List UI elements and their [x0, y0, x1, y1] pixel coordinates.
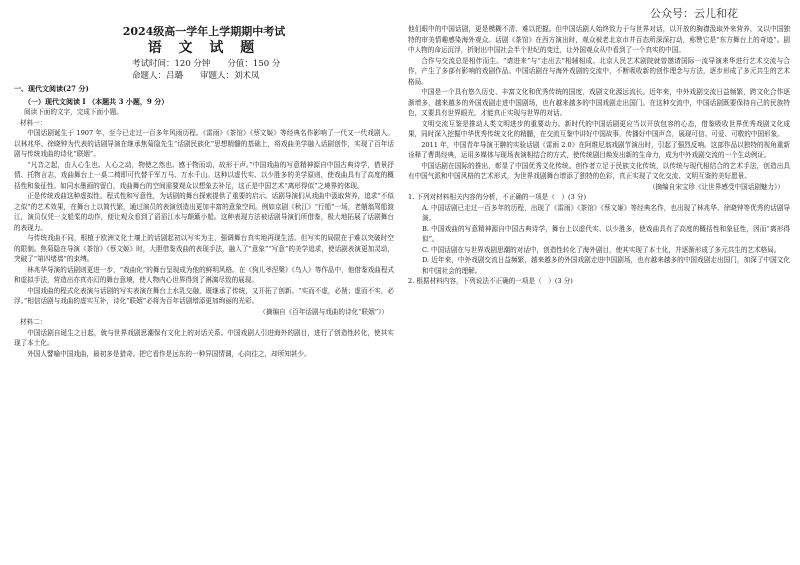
instruction: 阅读下面的文字，完成下面小题。: [24, 108, 123, 116]
question-1: 1. 下列对材料相关内容的分析，不正确的一项是（ ）(3 分): [408, 193, 587, 201]
material-label: 材料一：: [20, 118, 47, 127]
paragraph: 中国是一个具有悠久历史、丰富文化和优秀传统的国度，戏剧文化源远流长。近年来，中外戏剧交流日益频繁，跨文化合作逐渐增多，越来越多的外国戏剧走进中国剧场，也有越来越多的中国戏剧走出国门。在这种交流中，中国话剧既要保持自己的民族特色，又要具有世界眼光，才能真正实现与世界的对话。: [408, 88, 790, 117]
paragraph: “凡音之起，由人心生也。人心之动，物使之然也。感于物而动，故形于声。”中国戏曲的写意精神源自中国古典诗学，借景抒情、托物言志，戏曲舞台上一桌二椅即可代替千军万马、万水千山。这种以虚代实、以少胜多的美学原则，使戏曲具有了高度的概括性和象征性。如同水墨画的留白，戏曲舞台的空间需要观众以想象去补足，这正是中国艺术“离形得似”之境界的体现。: [14, 160, 394, 190]
option-a: A. 中国话剧已走过一百多年的历程，出现了《雷雨》《茶馆》《蔡文姬》等经典名作，也出现了林兆华、徐晓钟等优秀的话剧导演。: [422, 203, 790, 222]
exam-setters: 命题人：吕璐 审题人：刘术凤: [132, 71, 260, 81]
paragraph: 中国戏曲的程式化表演与话剧的写实表演在舞台上水乳交融，既继承了传统，又开拓了创新。“实而不虚，必凿；虚而不实，必浮。”相信话剧与戏曲的虚实互补，诗化“联姻”必将为百年话剧增添更加绚丽的光彩。: [14, 286, 394, 305]
paragraph: 正是传统戏曲这种虚拟性、程式性和写意性，为话剧的舞台探索提供了重要的启示。话剧导演们从戏曲中汲取营养，追求“不似之似”的艺术效果，在舞台上以简代繁，通过演员的表演创造出更加丰富的意象空间。例如京剧《秋江》“行船”一场，老艄翁驾船渡江，演员仅凭一支船桨的动作，便让观众看到了滔滔江水与颠簸小船。这种表现方法被话剧导演们所借鉴，极大地拓展了话剧舞台的表现力。: [14, 192, 394, 232]
paragraph: 中国话剧自诞生之日起，就与世界戏剧思潮保有文化上的对话关系。中国戏剧人引进海外的剧目，进行了创造性转化，使其实现了本土化。: [14, 328, 394, 347]
watermark: 公众号：云儿和花: [650, 7, 738, 20]
material-label: 材料二：: [20, 318, 47, 326]
paragraph: 林兆华导演的话剧则更进一步，“戏曲化”的舞台呈现成为他的鲜明风格。在《狗儿爷涅槃》《鸟人》等作品中，他借鉴戏曲程式和虚拟手法，营造出亦真亦幻的舞台意境，使人物内心世界得到了淋漓尽致的展现。: [14, 265, 394, 284]
exam-title: 2024级高一学年上学期期中考试: [122, 25, 286, 38]
exam-time: 考试时间：120 分钟 分值：150 分: [132, 59, 281, 69]
paragraph: 合作与交流总是相伴而生。“请进来”与“走出去”相辅相成。北京人民艺术剧院就曾邀请国际一流导演来华进行艺术交流与合作，产生了多部有影响的戏剧作品。中国话剧在与海外戏剧的交流中，不断吸收新的创作理念与方法，逐步形成了多元共生的艺术格局。: [408, 56, 790, 86]
left-column: [14, 24, 394, 359]
subject-title: 语 文 试 题: [147, 40, 261, 56]
section-heading: 一、现代文阅读(27 分): [14, 84, 89, 93]
paragraph: 2011 年，中国青年导演王翀的实验话剧《雷雨 2.0》在阿维尼翁戏剧节演出时，引起了强烈反响。这部作品以独特的视角重新诠释了曹禺经典，运用多媒体与现场表演相结合的方式，使传统剧目焕发出新的生命力，成为中外戏剧交流的一个生动例证。: [408, 140, 790, 159]
paragraph: 与传统戏曲不同，根植于欧洲文化土壤上的话剧起初以写实为主，强调舞台真实地再现生活。但写实的局限在于难以突破时空的限制。焦菊隐在导演《茶馆》《蔡文姬》时，大胆借鉴戏曲的表现手法，融入了“意象”“写意”的美学追求，使话剧表演更加灵动，突破了“第四堵墙”的束缚。: [14, 234, 394, 263]
paragraph: 他们眼中的中国话剧，更是模糊不清、难以把握。但中国话剧人始终致力于与世界对话，以开放的胸襟汲取外来营养，又以中国独特的审美情趣感染海外观众。话剧《茶馆》在西方演出时，观众被老北京市井百态所深深打动，称赞它是“东方舞台上的奇迹”。剧中人物的命运沉浮，折射出中国社会半个世纪的变迁，让外国观众从中看到了一个真实的中国。: [408, 25, 790, 54]
right-column: [408, 24, 790, 287]
paragraph: 文明交流互鉴是推动人类文明进步的重要动力。新时代的中国话剧更应当以开放包容的心态，借鉴吸收世界优秀戏剧文化成果，同时深入挖掘中华优秀传统文化的精髓，在交流互鉴中讲好中国故事，传播好中国声音，展现可信、可爱、可敬的中国形象。: [408, 119, 790, 138]
subsection-heading: （一）现代文阅读 I （本题共 3 小题，9 分）: [24, 96, 169, 106]
paragraph: 中国话剧在国际的推出，彰显了中国优秀文化传统。创作者立足于民族文化传统，以传统与现代相结合的艺术手法，创造出具有中国气派和中国风格的艺术形式，为世界戏剧舞台增添了独特的色彩，真正实现了文化交流、文明互鉴的美好愿景。: [408, 161, 790, 180]
paragraph: 中国话剧诞生于 1907 年，至今已走过一百多年风雨历程。《雷雨》《茶馆》《蔡文姬》等经典名作影响了一代又一代戏剧人。以林兆华、徐晓钟为代表的话剧导演在继承焦菊隐先生“话剧民族化”思想精髓的基础上，将戏曲美学融入话剧创作，实现了百年话剧与传统戏曲的诗化“联姻”。: [14, 129, 394, 158]
source-citation: （摘编自《百年话剧与戏曲的诗化“联姻”》）: [259, 307, 388, 316]
option-d: D. 近年来，中外戏剧交流日益频繁，越来越多的外国戏剧走进中国剧场，也有越来越多的中国戏剧走出国门，加深了中国文化和中国社会的理解。: [422, 256, 790, 275]
option-b: B. 中国戏曲的写意精神源自中国古典诗学，舞台上以虚代实、以少胜多，使戏曲具有了高度的概括性和象征性，因而“离形得似”。: [422, 224, 790, 243]
option-c: C. 中国话剧在与世界戏剧思潮的对话中，创造性转化了海外剧目，使其实现了本土化，并逐渐形成了多元共生的艺术格局。: [422, 245, 781, 254]
question-2: 2. 根据材料内容，下列说法不正确的一项是（ ）(3 分): [408, 277, 573, 285]
paragraph: 外国人譬喻中国戏曲，最初多是猎奇。把它看作是远东的一种异国情调，心向往之，却所知甚少。: [27, 349, 311, 358]
source-citation: （摘编自宋宝珍《让世界感受中国话剧魅力》）: [648, 182, 784, 191]
